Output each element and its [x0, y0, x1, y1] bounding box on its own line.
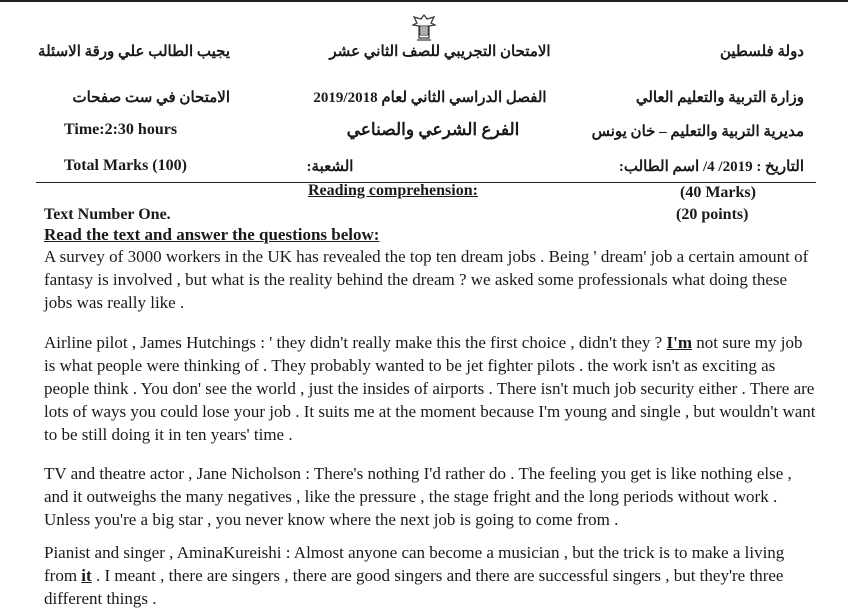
paragraph-pianist-rest: . I meant , there are singers , there are good singers and there are successful singers , but they're three different things . [44, 566, 784, 608]
header-country: دولة فلسطين [719, 44, 804, 60]
paragraph-pianist-start: Pianist and singer , AminaKureishi : Almost anyone can become a musician , but the trick is to make a living from [44, 543, 785, 585]
header-semester: الفصل الدراسي الثاني لعام 2019/2018 [313, 90, 547, 106]
paragraph-pilot-start: Airline pilot , James Hutchings : ' they didn't really make this the first choice , didn't they ? [44, 333, 667, 352]
paragraph-pilot [44, 331, 816, 446]
instruction: Read the text and answer the questions below: [44, 225, 380, 244]
section-title: Reading comprehension: [308, 182, 478, 199]
paragraph-pilot-rest: not sure my job is what people were thinking of . They probably wanted to be jet fighter pilots . the work isn't as exciting as people think . You don' see the world , just the insides of airports . There isn't much job security either . There are lots of ways you could lose your job . It suits me at the moment because I'm young and single , but wouldn't want to be still doing it in ten years' time . [44, 333, 816, 444]
header-time: Time:2:30 hours [64, 121, 178, 138]
text-number-label: Text Number One. [44, 206, 171, 223]
header-pages-note: الامتحان في ست صفحات [72, 90, 230, 106]
header-total-marks: Total Marks (100) [64, 157, 187, 174]
header-answer-note: يجيب الطالب علي ورقة الاسئلة [38, 44, 230, 60]
section-marks: (40 Marks) [680, 184, 756, 201]
header-exam-title: الامتحان التجريبي للصف الثاني عشر [329, 44, 551, 60]
header-date-student: التاريخ : 2019/ 4/ اسم الطالب: [618, 159, 804, 175]
header-ministry: وزارة التربية والتعليم العالي [635, 90, 804, 106]
palestine-eagle-emblem-icon [408, 12, 440, 42]
top-border [0, 0, 848, 8]
section-points: (20 points) [676, 206, 749, 223]
paragraph-pianist [44, 541, 816, 610]
paragraph-intro: A survey of 3000 workers in the UK has revealed the top ten dream jobs . Being ' dream' job a certain amount of fantasy is involved , but what is the reality behind the dream ? we asked some professionals what doing these jobs was really like . [44, 247, 809, 312]
paragraph-actor: TV and theatre actor , Jane Nicholson : There's nothing I'd rather do . The feeling you get is like nothing else , and it outweighs the many negatives , like the pressure , the stage fright and the long periods without work . Unless you're a big star , you never know where the next job is going to come from . [44, 464, 792, 529]
paragraph-pianist-underlined: it [81, 566, 92, 585]
header-section-label: الشعبة: [306, 159, 354, 175]
paragraph-pilot-underlined: I'm [666, 333, 692, 352]
header-branch: الفرع الشرعي والصناعي [346, 120, 520, 139]
header-directorate: مديرية التربية والتعليم – خان يونس [591, 124, 804, 140]
